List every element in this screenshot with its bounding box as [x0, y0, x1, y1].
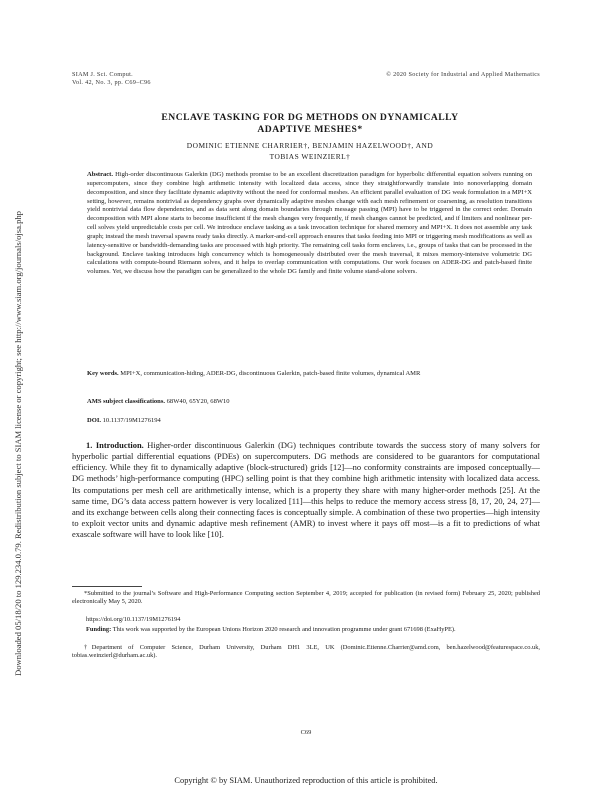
journal-header	[72, 71, 151, 87]
journal-name: SIAM J. Sci. Comput.	[72, 71, 134, 78]
keywords-label: Key words.	[87, 370, 119, 377]
header-copyright: © 2020 Society for Industrial and Applied Mathematics	[386, 71, 540, 78]
doi	[87, 417, 532, 426]
footnote-funding	[72, 626, 540, 634]
ams-label: AMS subject classifications.	[87, 398, 166, 405]
footnote-received: *Submitted to the journal’s Software and High-Performance Computing section September 4, 2019; accepted for publication (in revised form) February 25, 2020; published electronically May 5, 2020.	[72, 590, 540, 606]
footer-copyright: Copyright © by SIAM. Unauthorized reproduction of this article is prohibited.	[174, 776, 438, 785]
abstract	[87, 171, 532, 277]
title-line-2: ADAPTIVE MESHES*	[257, 124, 363, 135]
abstract-label: Abstract.	[87, 171, 113, 178]
page-number: C69	[300, 729, 312, 736]
authors-line-2: TOBIAS WEINZIERL†	[269, 152, 351, 161]
authors-line-1: DOMINIC ETIENNE CHARRIER†, BENJAMIN HAZELWOOD†, AND	[186, 141, 434, 150]
funding-text: This work was supported by the European Unions Horizon 2020 research and innovation programme under grant 671698 (ExaHyPE).	[112, 626, 456, 633]
abstract-text: High-order discontinuous Galerkin (DG) methods promise to be an excellent discretization paradigm for hyperbolic differential equation solvers running on supercomputers, since they combine high arithmetic intensity with localized data access, since they straightforwardly translate into nonoverlapping domain decomposition, and since they facilitate dynamic adaptivity without the need for conformal meshes. An efficient parallel evaluation of DG weak formulation in a MPI+X setting, however, remains nontrivial as dependency graphs over dynamically adaptive meshes change with each mesh refinement or coarsening, as resolution transitions yield nontrivial data flow dependencies, and as data sent along domain boundaries through message passing (MPI) have to be triggered in the correct order. Domain decomposition with MPI alone starts to become insufficient if the mesh changes very frequently, if mesh changes cannot be predicted, and if limiters and nonlinear per-cell solves yield unpredictable costs per cell. We introduce enclave tasking as a task invocation technique for shared memory and MPI+X. It does not assemble any task graph; instead the mesh traversal spawns ready tasks directly. A marker-and-cell approach ensures that tasks feeding into MPI or triggering mesh modifications as well as latency-sensitive or bandwidth-demanding tasks are processed with high priority. The remaining cell tasks form enclaves, i.e., groups of tasks that can be processed in the background. Enclave tasking introduces high concurrency which is homogeneously distributed over the mesh traversal, it mixes memory-intensive volumetric DG calculations with compute-bound Riemann solves, and it helps to overlap communication with computations. Our work focuses on ADER-DG and patch-based finite volumes. Yet, we discuss how the paradigm can be generalized to the whole DG family and finite volume stand-alone solvers.	[87, 171, 532, 276]
ams-text: 68W40, 65Y20, 68W10	[166, 398, 230, 405]
title-line-1: ENCLAVE TASKING FOR DG METHODS ON DYNAMICALLY	[161, 112, 459, 123]
doi-text: 10.1137/19M1276194	[102, 417, 161, 424]
doi-label: DOI.	[87, 417, 102, 424]
ams-classifications	[87, 398, 532, 407]
funding-label: Funding:	[86, 626, 112, 633]
footnote-affiliation: †Department of Computer Science, Durham University, Durham DH1 3LE, UK (Dominic.Etienne.Charrier@amd.com, ben.hazelwood@featurespace.co.uk, tobias.weinzierl@durham.ac.uk).	[72, 644, 540, 660]
footnote-doi-link[interactable]: https://doi.org/10.1137/19M1276194	[86, 616, 181, 623]
introduction	[72, 440, 540, 540]
footnote-rule	[72, 586, 142, 587]
intro-text: Higher-order discontinuous Galerkin (DG) techniques contribute towards the success story of many solvers for hyperbolic partial differential equations (PDEs) on supercomputers. DG methods are considered to be guarantors for computational efficiency. While they fit to dynamically adaptive (block-structured) grids [12]—no conformity constraints are imposed conceptually—DG methods’ high-performance computing (HPC) selling point is that they combine high arithmetic intensity with localized data access. Its computations per mesh cell are arithmetically intense, which is a property they share with many higher-order methods [25]. At the same time, DG’s data access pattern however is very localized [11]—this helps to reduce the memory access stress [8, 17, 20, 24, 27]—and its exchange between cells along their connecting faces is conceptually simple. A combination of these two properties—high intensity to exploit vector units and dynamic adaptive mesh refinement (AMR) to invest where it pays off most—is a fit to predictions of what exascale software will have to look like [10].	[72, 440, 540, 540]
author-list	[80, 140, 540, 162]
paper-title	[80, 112, 540, 136]
keywords	[87, 370, 532, 379]
intro-heading: 1. Introduction.	[86, 440, 144, 450]
download-notice: Downloaded 05/18/20 to 129.234.0.79. Redistribution subject to SIAM license or copyright; see http://www.siam.org/journals/ojsa.php	[13, 211, 23, 676]
journal-volume: Vol. 42, No. 3, pp. C69–C96	[72, 79, 151, 86]
keywords-text: MPI+X, communication-hiding, ADER-DG, discontinuous Galerkin, patch-based finite volumes, dynamical AMR	[120, 370, 421, 377]
